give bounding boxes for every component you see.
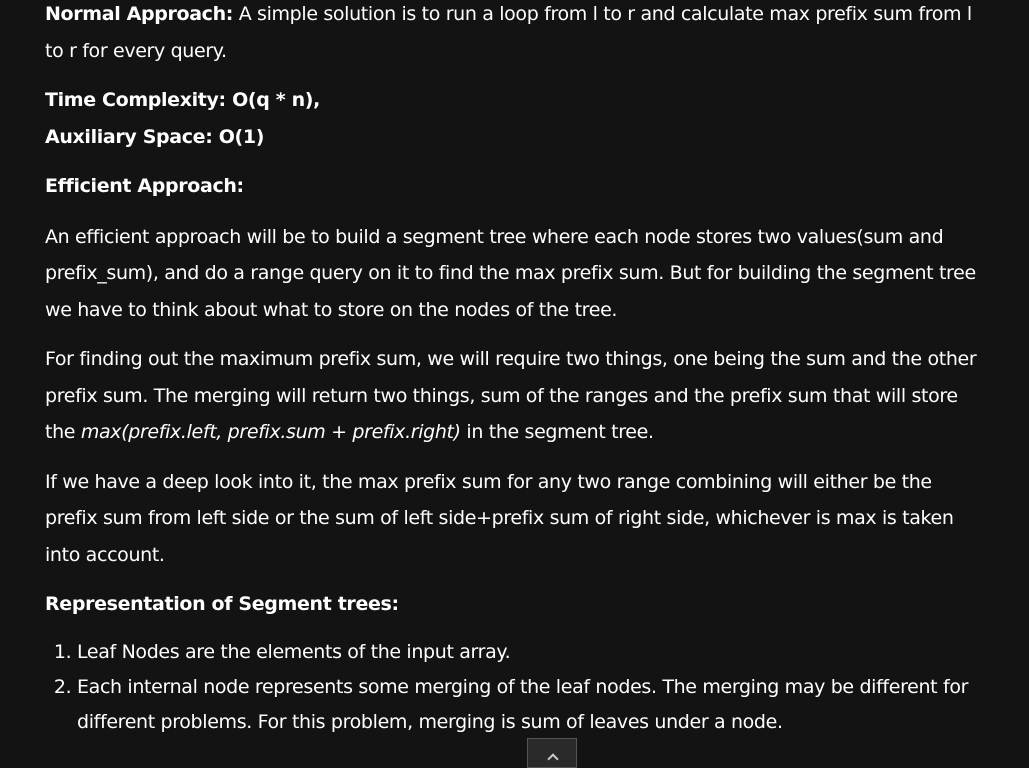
time-complexity: Time Complexity: O(q * n),	[45, 89, 320, 111]
list-item: 2. Each internal node represents some merging of the leaf nodes. The merging may be different for different problems. For this problem, merging is sum of leaves under a node.	[77, 670, 985, 740]
efficient-approach-heading: Efficient Approach:	[45, 175, 244, 197]
article-content	[45, 0, 985, 740]
scroll-to-top-button[interactable]	[527, 738, 577, 768]
finding-text-before: For finding out the maximum prefix sum, we will require two things, one being the sum and the other prefix sum. The merging will return two things, sum of the ranges and the prefix sum that will store the	[45, 348, 977, 443]
list-item: 1. Leaf Nodes are the elements of the input array.	[77, 635, 985, 670]
deep-look-paragraph: If we have a deep look into it, the max prefix sum for any two range combining will either be the prefix sum from left side or the sum of left side+prefix sum of right side, whichever is max is taken into account.	[45, 470, 954, 566]
normal-approach-label: Normal Approach:	[45, 3, 234, 25]
merge-formula: max(prefix.left, prefix.sum + prefix.right)	[80, 421, 461, 443]
representation-heading: Representation of Segment trees:	[45, 593, 399, 615]
normal-approach-text: A simple solution is to run a loop from l to r and calculate max prefix sum from l to r for every query.	[45, 3, 972, 62]
auxiliary-space: Auxiliary Space: O(1)	[45, 125, 265, 148]
chevron-up-icon	[547, 753, 558, 764]
representation-list	[45, 635, 985, 740]
efficient-approach-paragraph: An efficient approach will be to build a segment tree where each node stores two values(sum and prefix_sum), and do a range query on it to find the max prefix sum. But for building the segment tree we have to think about what to store on the nodes of the tree.	[45, 225, 976, 321]
finding-max-prefix-paragraph	[45, 341, 985, 451]
finding-text-after: in the segment tree.	[460, 421, 654, 443]
normal-approach-paragraph	[45, 0, 985, 69]
